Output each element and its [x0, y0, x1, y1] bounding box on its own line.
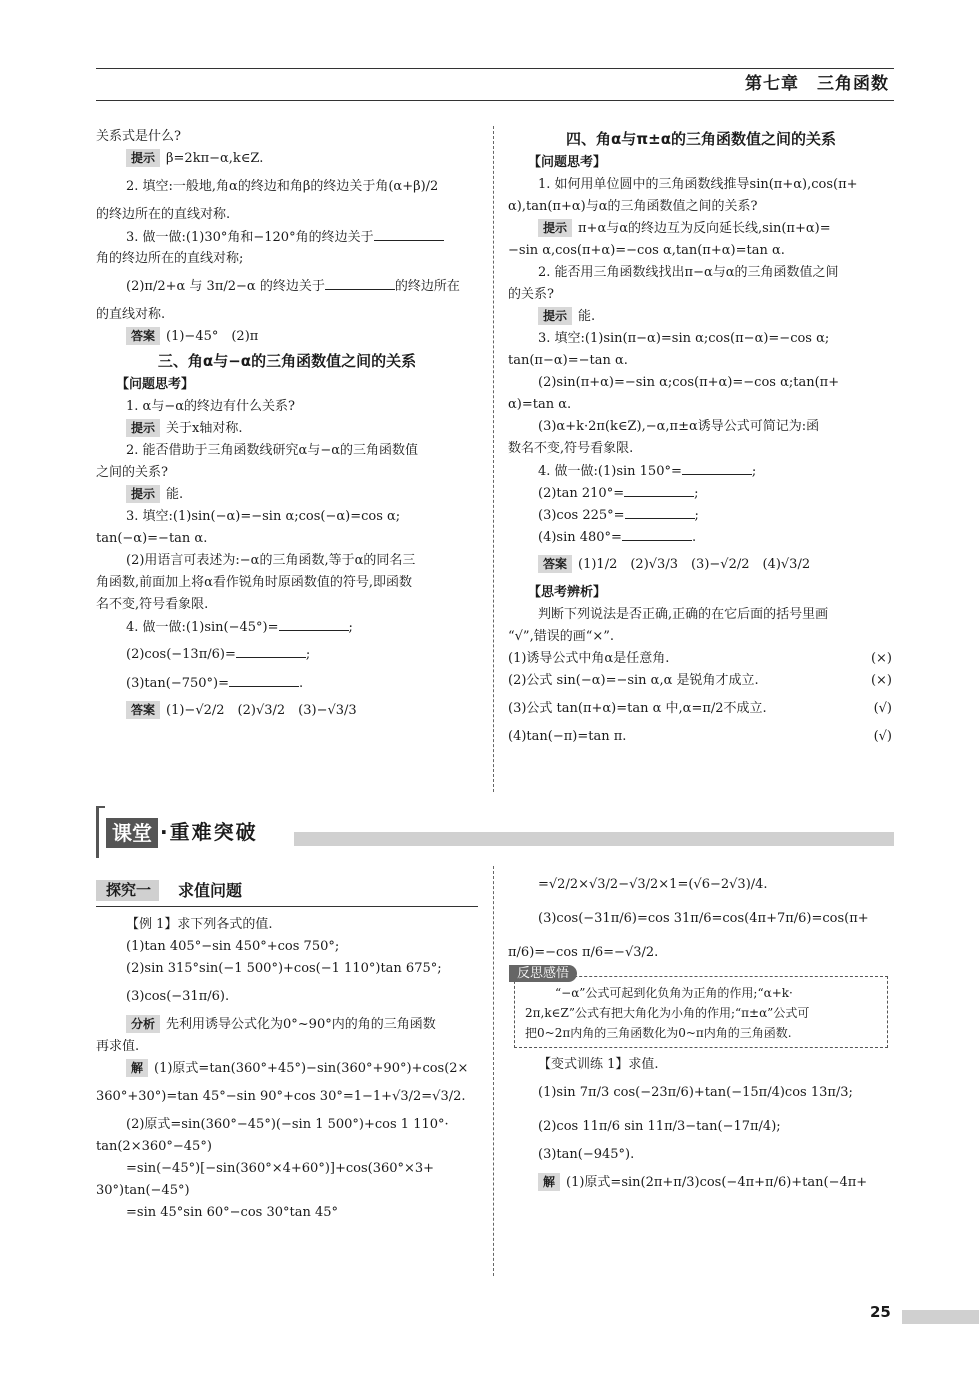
answer-blank [625, 504, 695, 519]
section4-line [508, 328, 894, 350]
section4-text: 3. 填空:(1)sin(π−α)=sin α;cos(π−α)=−cos α; [538, 331, 830, 346]
answer-blank [279, 616, 349, 631]
section4-text: (2)tan 210°= [538, 486, 625, 501]
judge-text: (3)公式 tan(π+α)=tan α 中,α=π/2不成立. [508, 701, 767, 716]
section4-text: 能. [578, 309, 596, 324]
explore-tag: 探究一 [96, 880, 159, 901]
section3-text: 关于x轴对称. [166, 421, 243, 436]
left-top-text: 3. 做一做:(1)30°角和−120°角的终边关于 [126, 230, 374, 245]
solution-text: π/6)=−cos π/6=−√3/2. [508, 945, 659, 960]
page-bar [902, 1310, 979, 1324]
judge-intro-1: 判断下列说法是否正确,正确的在它后面的括号里画 [538, 607, 829, 622]
section4-text: α)=tan α. [508, 397, 572, 412]
example-line [96, 914, 478, 936]
example-text: (1)原式=tan(360°+45°)−sin(360°+90°)+cos(2× [154, 1061, 469, 1076]
section4-text: 4. 做一做:(1)sin 150°= [538, 464, 682, 479]
section3-text: (3)tan(−750°)= [126, 676, 230, 691]
section3-line [96, 550, 478, 572]
section4-text: 2. 能否用三角函数线找出π−α与α的三角函数值之间 [538, 265, 839, 280]
left-top-text: 的直线对称. [96, 307, 166, 322]
section4-line [508, 372, 894, 394]
section3-title: 三、角α与−α的三角函数值之间的关系 [157, 352, 417, 370]
section4-line [508, 174, 894, 196]
section3-line [96, 418, 478, 440]
section3-line [96, 484, 478, 506]
section4-text: (1)1/2 (2)√3/3 (3)−√2/2 (4)√3/2 [578, 557, 811, 572]
section4-text: (3)α+k·2π(k∈Z),−α,π±α诱导公式可简记为:函 [538, 419, 820, 434]
section4-line [508, 416, 894, 438]
reflection-box [514, 966, 888, 1048]
judge-line [508, 726, 894, 748]
example-text: (3)cos(−31π/6). [126, 989, 230, 1004]
left-top-text: β=2kπ−α,k∈Z. [166, 151, 264, 166]
chapter-title: 第七章 三角函数 [745, 74, 889, 94]
section4-tag: 提示 [538, 307, 572, 325]
section4-text: 数名不变,符号看象限. [508, 441, 634, 456]
section3-lines [96, 396, 478, 728]
section4-after: ; [751, 464, 757, 479]
answer-blank [624, 482, 694, 497]
section4-line [508, 218, 894, 240]
section3-line [96, 672, 478, 694]
judge-mark: (×) [870, 673, 892, 688]
judge-line [508, 648, 894, 670]
section3-text: tan(−α)=−tan α. [96, 531, 208, 546]
section3-line [96, 616, 478, 638]
banner-bracket [96, 806, 105, 858]
variant-line [508, 1144, 894, 1166]
variant-text: (1)原式=sin(2π+π/3)cos(−4π+π/6)+tan(−4π+ [566, 1175, 868, 1190]
left-top-after: 的终边所在 [394, 279, 460, 294]
answer-blank [229, 672, 299, 687]
right-column-top [508, 126, 894, 748]
banner-title: ·重难突破 [160, 820, 258, 844]
variant-line [508, 1054, 894, 1076]
example-text: (2)原式=sin(360°−45°)(−sin 1 500°)+cos 1 110°· [126, 1117, 449, 1132]
example-text: tan(2×360°−45°) [96, 1139, 212, 1154]
variant-line [508, 1166, 894, 1200]
column-divider-bottom [493, 866, 494, 1276]
section3-line [96, 440, 478, 462]
solution-text: (3)cos(−31π/6)=cos 31π/6=cos(4π+7π/6)=cos(π+ [538, 911, 869, 926]
judge-line [508, 670, 894, 692]
reflection-lines [525, 983, 877, 1043]
example-text: (1)tan 405°−sin 450°+cos 750°; [126, 939, 340, 954]
solution-line [508, 868, 894, 902]
example-line [96, 958, 478, 980]
section4-line [508, 460, 894, 482]
section4-line [508, 196, 894, 218]
variant-line [508, 1110, 894, 1144]
section3-text: 2. 能否借助于三角函数线研究α与−α的三角函数值 [126, 443, 418, 458]
section4-line [508, 526, 894, 548]
example-line [96, 1036, 478, 1058]
section4-line [508, 394, 894, 416]
section4-text: π+α与α的终边互为反向延长线,sin(π+α)= [578, 221, 831, 236]
answer-blank [374, 226, 444, 241]
section3-tag: 提示 [126, 485, 160, 503]
left-top-text: 角的终边所在的直线对称; [96, 251, 244, 266]
judge-text: (1)诱导公式中角α是任意角. [508, 651, 670, 666]
section4-text: (3)cos 225°= [538, 508, 625, 523]
page-number: 25 [870, 1303, 891, 1321]
section4-text: (2)sin(π+α)=−sin α;cos(π+α)=−cos α;tan(π+ [538, 375, 840, 390]
section4-text: tan(π−α)=−tan α. [508, 353, 628, 368]
example-tag: 分析 [126, 1015, 160, 1033]
section4-line [508, 350, 894, 372]
section4-title: 四、角α与π±α的三角函数值之间的关系 [565, 130, 837, 148]
left-top-line [96, 148, 478, 170]
example-line [96, 980, 478, 1014]
section3-text: 名不变,符号看象限. [96, 597, 209, 612]
section3-text: 能. [166, 487, 184, 502]
header-rule-top [96, 68, 894, 69]
section4-tag: 答案 [538, 555, 572, 573]
example-text: 先利用诱导公式化为0°~90°内的角的三角函数 [166, 1017, 436, 1032]
judge-mark: (√) [873, 701, 892, 716]
variant-text: 【变式训练 1】求值. [538, 1057, 659, 1072]
section4-lines [508, 174, 894, 582]
solution-continued-lines [508, 868, 894, 970]
judge-lines [508, 648, 894, 748]
banner-bar [294, 832, 894, 846]
section3-text: 1. α与−α的终边有什么关系? [126, 399, 295, 414]
answer-blank [236, 643, 306, 658]
variant-lines [508, 1054, 894, 1200]
reflection-line: “−α”公式可起到化负角为正角的作用;“α+k· [555, 986, 793, 1000]
judge-text: (4)tan(−π)=tan π. [508, 729, 627, 744]
section3-text: 3. 填空:(1)sin(−α)=−sin α;cos(−α)=cos α; [126, 509, 401, 524]
example-line [96, 1080, 478, 1114]
left-top-line [96, 326, 478, 348]
section3-text: 4. 做一做:(1)sin(−45°)= [126, 620, 279, 635]
section4-text: −sin α,cos(π+α)=−cos α,tan(π+α)=tan α. [508, 243, 785, 258]
left-top-line [96, 304, 478, 326]
classroom-banner [96, 806, 894, 858]
banner-box: 课堂 [106, 818, 158, 848]
section3-line [96, 572, 478, 594]
section4-after: . [691, 530, 697, 545]
section4-line [508, 504, 894, 526]
left-top-text: 的终边所在的直线对称. [96, 207, 231, 222]
section3-line [96, 528, 478, 550]
reflection-tag: 反思感悟 [509, 965, 577, 982]
judge-intro-2: “√”,错误的画“×”. [508, 629, 615, 644]
section3-tag: 提示 [126, 419, 160, 437]
left-top-tag: 提示 [126, 149, 160, 167]
judge-mark: (×) [870, 651, 892, 666]
left-top-line [96, 204, 478, 226]
left-top-tag: 答案 [126, 327, 160, 345]
section3-line [96, 462, 478, 484]
section3-text: (2)cos(−13π/6)= [126, 647, 236, 662]
judge-mark: (√) [873, 729, 892, 744]
section3-text: 角函数,前面加上将α看作锐角时原函数值的符号,即函数 [96, 575, 413, 590]
solution-line [508, 902, 894, 936]
left-top-line [96, 170, 478, 204]
section4-line [508, 482, 894, 504]
section4-text: 1. 如何用单位圆中的三角函数线推导sin(π+α),cos(π+ [538, 177, 858, 192]
section4-bracket2: 【思考辨析】 [528, 585, 607, 600]
example-line [96, 1114, 478, 1136]
right-column-bottom [508, 868, 894, 1200]
section3-after: ; [348, 620, 353, 635]
solution-text: =√2/2×√3/2−√3/2×1=(√6−2√3)/4. [538, 877, 768, 892]
example-text: 30°)tan(−45°) [96, 1183, 190, 1198]
example-text: (2)sin 315°sin(−1 500°)+cos(−1 110°)tan 675°; [126, 961, 442, 976]
section3-line [96, 396, 478, 418]
section4-line [508, 438, 894, 460]
example-text: 再求值. [96, 1039, 140, 1054]
example-lines [96, 914, 478, 1224]
left-top-lines [96, 126, 478, 348]
answer-blank [325, 275, 395, 290]
left-column-bottom [96, 914, 478, 1224]
left-top-text: 2. 填空:一般地,角α的终边和角β的终边关于角(α+β)/2 [126, 179, 439, 194]
left-top-line [96, 226, 478, 248]
section3-text: 之间的关系? [96, 465, 168, 480]
section4-line [508, 240, 894, 262]
section4-bracket: 【问题思考】 [528, 155, 607, 170]
reflection-line: 2π,k∈Z”公式有把大角化为小角的作用;“π±α”公式可 [525, 1006, 810, 1020]
section3-text: (2)用语言可表述为:−α的三角函数,等于α的同名三 [126, 553, 416, 568]
example-text: 【例 1】求下列各式的值. [126, 917, 273, 932]
variant-tag: 解 [538, 1173, 560, 1191]
section3-bracket: 【问题思考】 [116, 377, 195, 392]
example-text: =sin(−45°)[−sin(360°×4+60°)]+cos(360°×3+ [126, 1161, 435, 1176]
section3-after: . [299, 676, 304, 691]
answer-blank [622, 526, 692, 541]
section4-after: ; [694, 508, 699, 523]
example-line [96, 1058, 478, 1080]
variant-text: (1)sin 7π/3 cos(−23π/6)+tan(−15π/4)cos 13π/3; [538, 1085, 853, 1100]
left-column-top [96, 126, 478, 728]
section4-line [508, 284, 894, 306]
example-text: =sin 45°sin 60°−cos 30°tan 45° [126, 1205, 339, 1220]
explore-header [96, 876, 478, 907]
section4-tag: 提示 [538, 219, 572, 237]
section4-line [508, 306, 894, 328]
section3-after: ; [305, 647, 311, 662]
variant-text: (2)cos 11π/6 sin 11π/3−tan(−17π/4); [538, 1119, 781, 1134]
section3-line [96, 638, 478, 672]
header-rule-bottom [96, 100, 894, 101]
example-text: 360°+30°)=tan 45°−sin 90°+cos 30°=1−1+√3/2=√3/2. [96, 1089, 466, 1104]
example-line [96, 1202, 478, 1224]
section3-line [96, 506, 478, 528]
example-line [96, 1136, 478, 1158]
example-tag: 解 [126, 1059, 148, 1077]
section3-tag: 答案 [126, 701, 160, 719]
example-line [96, 1014, 478, 1036]
left-top-line [96, 126, 478, 148]
section4-text: 的关系? [508, 287, 554, 302]
left-top-text: (1)−45° (2)π [166, 329, 259, 344]
explore-title: 求值问题 [178, 881, 243, 900]
judge-text: (2)公式 sin(−α)=−sin α,α 是锐角才成立. [508, 673, 759, 688]
section4-text: (4)sin 480°= [538, 530, 622, 545]
variant-line [508, 1076, 894, 1110]
section3-text: (1)−√2/2 (2)√3/2 (3)−√3/3 [166, 703, 357, 718]
section4-line [508, 548, 894, 582]
answer-blank [682, 460, 752, 475]
section4-line [508, 262, 894, 284]
left-top-text: (2)π/2+α 与 3π/2−α 的终边关于 [126, 279, 325, 294]
section4-text: α),tan(π+α)与α的三角函数值之间的关系? [508, 199, 758, 214]
example-line [96, 1180, 478, 1202]
left-top-line [96, 248, 478, 270]
example-line [96, 936, 478, 958]
variant-text: (3)tan(−945°). [538, 1147, 635, 1162]
column-divider-top [493, 126, 494, 792]
reflection-line: 把0~2π内角的三角函数化为0~π内角的三角函数. [525, 1026, 792, 1040]
example-line [96, 1158, 478, 1180]
left-top-line [96, 270, 478, 304]
section3-line [96, 694, 478, 728]
section3-line [96, 594, 478, 616]
judge-line [508, 692, 894, 726]
section4-after: ; [694, 486, 699, 501]
left-top-text: 关系式是什么? [96, 129, 181, 144]
